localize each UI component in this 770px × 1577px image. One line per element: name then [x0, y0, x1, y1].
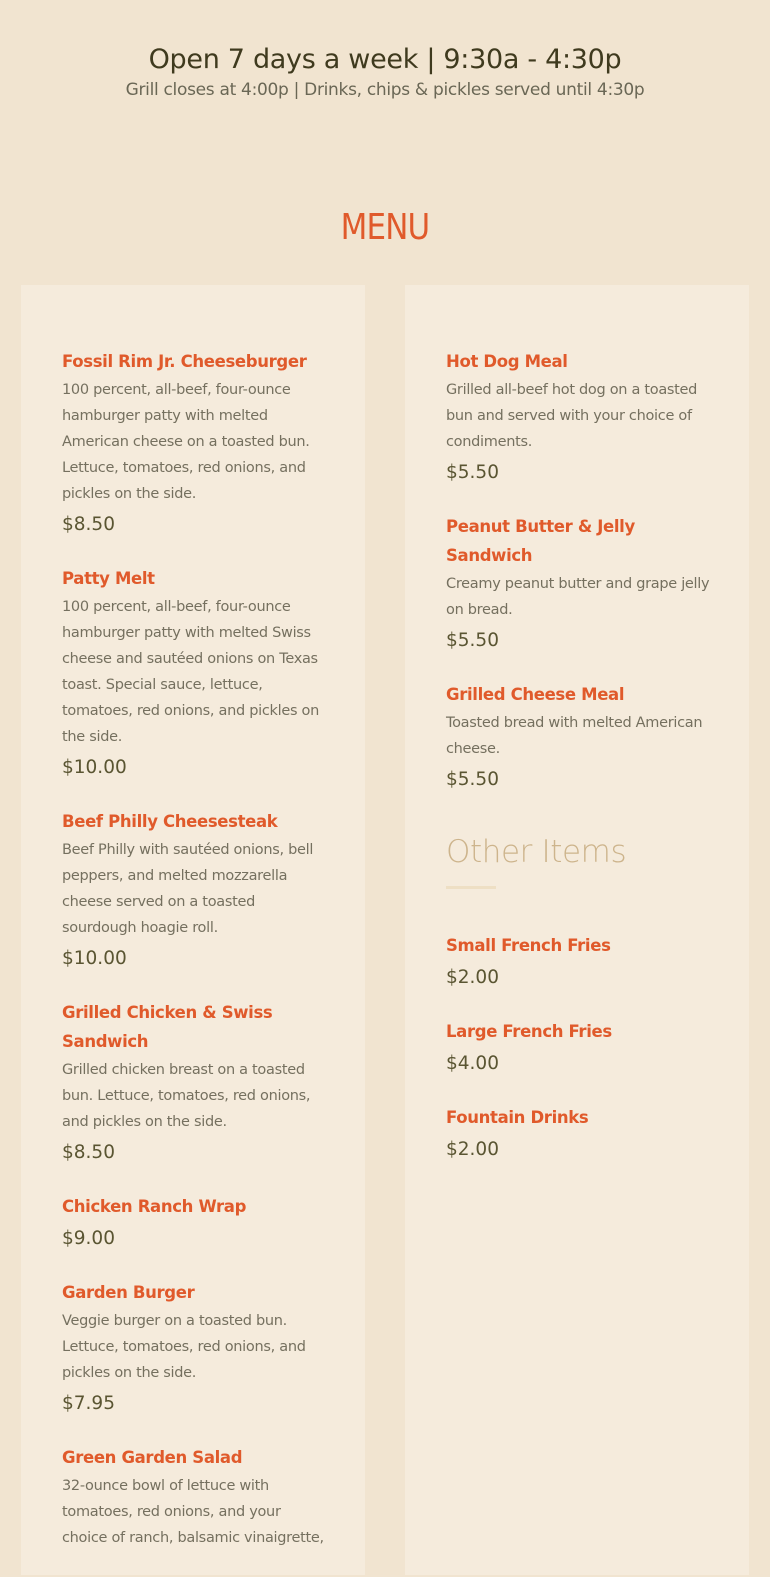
menu-item	[446, 931, 712, 991]
item-name: Hot Dog Meal	[446, 352, 568, 371]
item-price: $10.00	[62, 948, 127, 969]
item-description: 100 percent, all-beef, four-ounce hamburger patty with melted Swiss cheese and sautéed onions on Texas toast. Special sauce, lettuce, tomatoes, red onions, and pickles on the side.	[62, 599, 319, 745]
item-description: 100 percent, all-beef, four-ounce hamburger patty with melted American cheese on a toasted bun. Lettuce, tomatoes, red onions, and pickles on the side.	[62, 382, 310, 502]
item-description: Grilled all-beef hot dog on a toasted bun and served with your choice of condiments.	[446, 382, 698, 450]
menu-heading: MENU	[340, 207, 430, 248]
item-price: $10.00	[62, 757, 127, 778]
item-name: Grilled Cheese Meal	[446, 685, 625, 704]
item-description: 32-ounce bowl of lettuce with tomatoes, red onions, and your choice of ranch, balsamic vinaigrette,	[62, 1478, 324, 1546]
item-price: $5.50	[446, 462, 499, 483]
menu-item	[446, 512, 712, 654]
item-price: $5.50	[446, 769, 499, 790]
item-name: Small French Fries	[446, 936, 611, 955]
item-name: Large French Fries	[446, 1022, 612, 1041]
item-price: $2.00	[446, 1139, 499, 1160]
item-name: Grilled Chicken & Swiss Sandwich	[62, 1003, 273, 1051]
item-name: Chicken Ranch Wrap	[62, 1197, 247, 1216]
side-items-list	[446, 347, 712, 1189]
item-price: $2.00	[446, 967, 499, 988]
item-price: $5.50	[446, 630, 499, 651]
item-price: $8.50	[62, 1142, 115, 1163]
menu-panel-side	[405, 285, 749, 1575]
item-description: Grilled chicken breast on a toasted bun. Lettuce, tomatoes, red onions, and pickles on the side.	[62, 1062, 311, 1130]
item-name: Peanut Butter & Jelly Sandwich	[446, 517, 635, 565]
item-price: $9.00	[62, 1228, 115, 1249]
menu-item	[446, 347, 712, 486]
grill-note: Grill closes at 4:00p | Drinks, chips & pickles served until 4:30p	[125, 80, 645, 100]
menu-panel-main	[21, 285, 365, 1575]
item-name: Green Garden Salad	[62, 1448, 243, 1467]
item-name: Beef Philly Cheesesteak	[62, 812, 278, 831]
other-items-heading: Other Items	[446, 834, 627, 870]
menu-item	[62, 347, 324, 538]
menu-item	[446, 1103, 712, 1163]
hours-title: Open 7 days a week | 9:30a - 4:30p	[148, 44, 622, 75]
item-name: Fossil Rim Jr. Cheeseburger	[62, 352, 307, 371]
item-description: Veggie burger on a toasted bun. Lettuce, tomatoes, red onions, and pickles on the side.	[62, 1313, 306, 1381]
menu-item	[446, 680, 712, 793]
item-price: $7.95	[62, 1393, 115, 1414]
main-items-list	[62, 347, 324, 1577]
menu-item	[62, 807, 324, 972]
menu-item	[62, 1443, 324, 1551]
section-divider	[446, 886, 496, 889]
menu-item	[62, 998, 324, 1166]
item-description: Beef Philly with sautéed onions, bell peppers, and melted mozzarella cheese served on a toasted sourdough hoagie roll.	[62, 842, 314, 936]
item-name: Fountain Drinks	[446, 1108, 589, 1127]
menu-item	[62, 1278, 324, 1417]
item-description: Creamy peanut butter and grape jelly on bread.	[446, 576, 710, 618]
item-name: Patty Melt	[62, 569, 155, 588]
item-price: $8.50	[62, 514, 115, 535]
menu-item	[62, 1192, 324, 1252]
menu-item	[62, 564, 324, 781]
item-price: $4.00	[446, 1053, 499, 1074]
menu-item	[446, 1017, 712, 1077]
item-name: Garden Burger	[62, 1283, 195, 1302]
item-description: Toasted bread with melted American cheese.	[446, 715, 703, 757]
